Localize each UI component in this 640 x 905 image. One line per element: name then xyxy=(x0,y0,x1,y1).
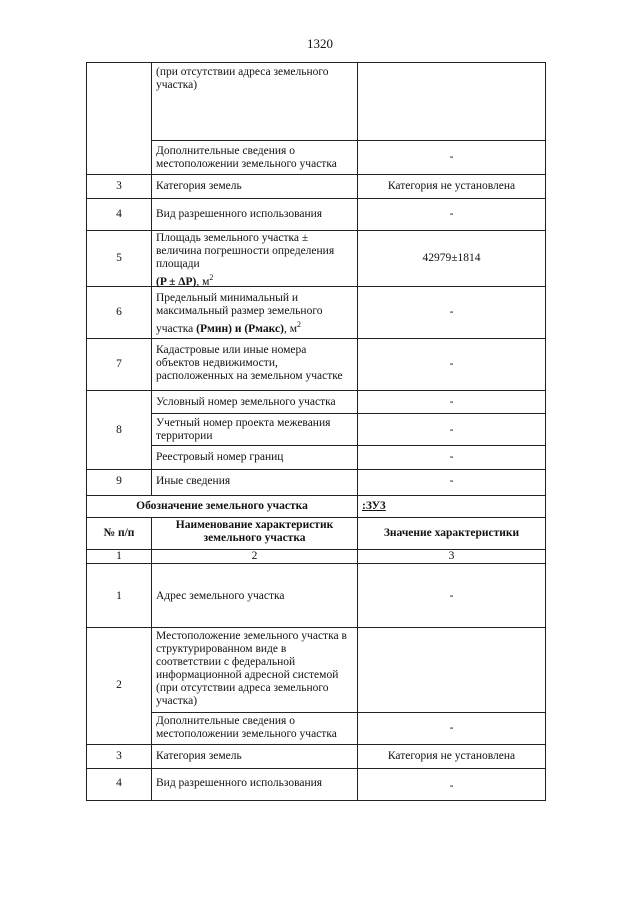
address-continuation: (при отсутствии адреса земельного участка) xyxy=(156,66,329,91)
row-5-value: 42979±1814 xyxy=(422,252,481,264)
row-8a-name: Условный номер земельного участка xyxy=(156,396,336,408)
row-6-num: 6 xyxy=(116,306,122,318)
lower-row-2-num: 2 xyxy=(116,679,122,691)
row-6-value: - xyxy=(449,306,454,318)
lower-row-2-name: Местоположение земельного участка в структурированном виде в соответствии с федеральной информационной адресной системой (при отсутствии адреса земельного участка) xyxy=(156,630,347,707)
lower-row-4-value: - xyxy=(449,780,454,792)
designation-label: Обозначение земельного участка xyxy=(136,500,308,512)
row-9-value: - xyxy=(449,475,454,487)
header-index-3: 3 xyxy=(448,550,455,562)
row-9-name: Иные сведения xyxy=(156,475,231,487)
row-5-name: Площадь земельного участка ± величина погрешности определения площади (P ± ΔP), $м^2$ xyxy=(156,232,335,288)
lower-row-3-num: 3 xyxy=(116,750,122,762)
row-5-num: 5 xyxy=(116,252,122,264)
row-3-value: Категория не установлена xyxy=(387,180,516,192)
row-4-name: Вид разрешенного использования xyxy=(156,208,323,220)
row-4-num: 4 xyxy=(116,208,122,220)
row-8a-value: - xyxy=(449,396,454,408)
row-3-name: Категория земель xyxy=(156,180,242,192)
header-index-2: 2 xyxy=(251,550,258,562)
row-7-value: - xyxy=(449,358,454,370)
row-additional-location-name: Дополнительные сведения о местоположении земельного участка xyxy=(156,145,337,170)
lower-row-1-value: - xyxy=(449,590,454,602)
row-7-num: 7 xyxy=(116,358,122,370)
lower-row-4-name: Вид разрешенного использования xyxy=(156,777,323,789)
lower-row-3-value: Категория не установлена xyxy=(387,750,516,762)
lower-row-1-num: 1 xyxy=(116,590,122,602)
header-col-name: Наименование характеристик земельного участка xyxy=(175,519,334,544)
row-9-num: 9 xyxy=(116,475,122,487)
row-4-value: - xyxy=(449,208,454,220)
row-3-num: 3 xyxy=(116,180,122,192)
lower-row-4-num: 4 xyxy=(116,777,122,789)
header-col-num: № п/п xyxy=(103,527,135,539)
row-8c-name: Реестровый номер границ xyxy=(156,451,284,463)
header-col-value: Значение характеристики xyxy=(383,527,520,539)
lower-row-2-extra-value: - xyxy=(449,722,454,734)
lower-row-3-name: Категория земель xyxy=(156,750,242,762)
lower-row-2-extra-name: Дополнительные сведения о местоположении земельного участка xyxy=(156,715,337,740)
lower-row-1-name: Адрес земельного участка xyxy=(156,590,285,602)
row-8b-name: Учетный номер проекта межевания территории xyxy=(156,417,331,442)
row-8b-value: - xyxy=(449,424,454,436)
row-8-num: 8 xyxy=(116,424,122,436)
row-8c-value: - xyxy=(449,451,454,463)
row-additional-location-value: - xyxy=(449,151,454,163)
row-7-name: Кадастровые или иные номера объектов недвижимости, расположенных на земельном участке xyxy=(156,344,343,382)
designation-value: :ЗУ3 xyxy=(362,500,386,512)
page-number: 1320 xyxy=(307,36,333,51)
row-6-name: Предельный минимальный и максимальный размер земельного участка (Pмин) и (Pмакс), $м^2$ xyxy=(156,292,323,335)
header-index-1: 1 xyxy=(116,550,122,562)
